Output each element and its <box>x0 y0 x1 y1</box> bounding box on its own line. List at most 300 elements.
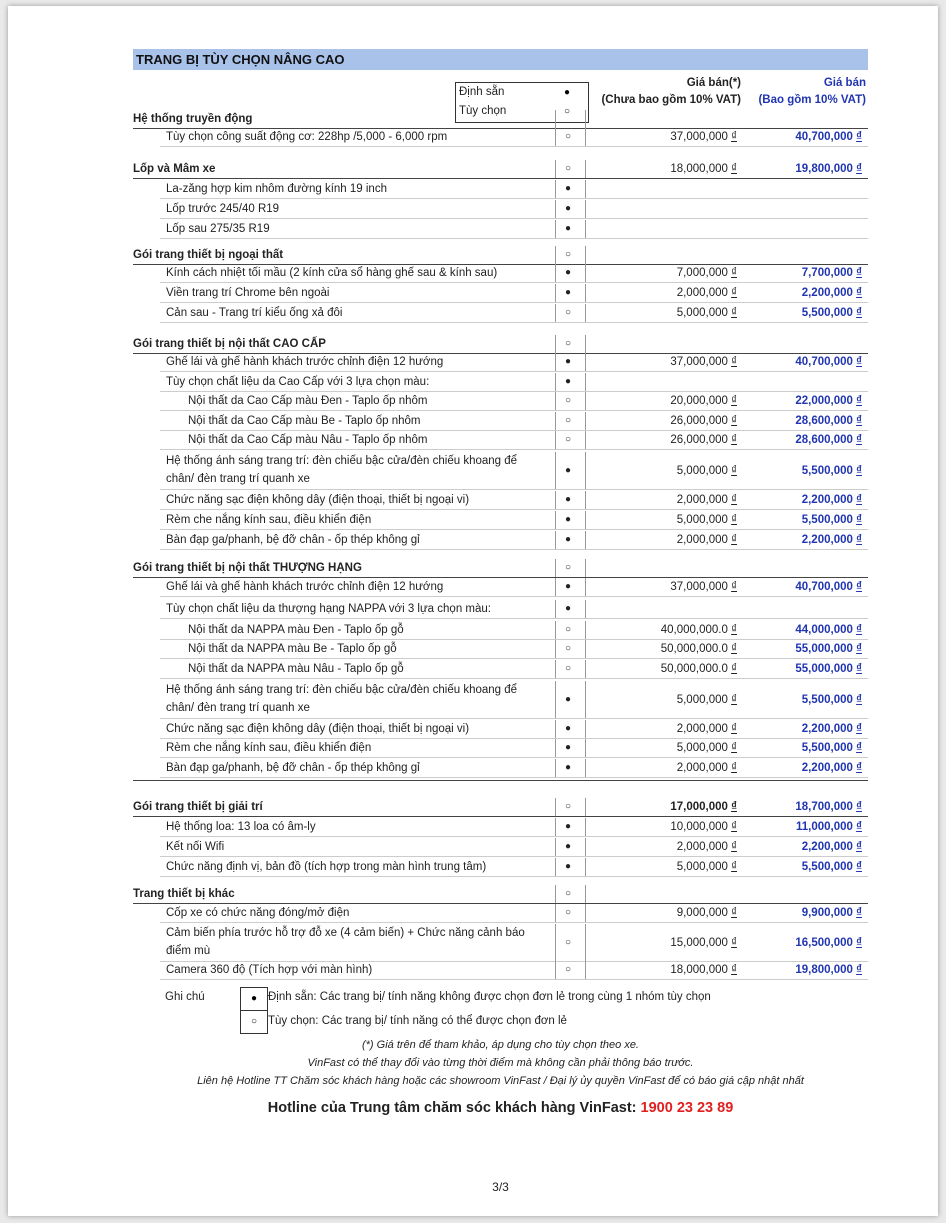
table-row <box>133 924 868 961</box>
price-value: 50,000,000.0 <box>660 663 728 675</box>
column-divider <box>555 838 556 856</box>
table-row <box>133 759 868 777</box>
column-divider <box>585 200 586 218</box>
note-standard-text: Định sẵn: Các trang bị/ tính năng không được chọn đơn lẻ trong cùng 1 nhóm tùy chọn <box>268 991 711 1003</box>
price-inc-vat <box>745 412 862 430</box>
currency-symbol: ₫ <box>731 742 737 754</box>
currency-symbol: ₫ <box>731 841 737 853</box>
price-inc-vat <box>745 934 862 952</box>
column-divider <box>555 412 556 430</box>
item-label <box>166 838 224 856</box>
column-divider <box>555 559 556 577</box>
item-label <box>166 600 491 618</box>
currency-symbol: ₫ <box>856 415 862 427</box>
column-divider <box>555 720 556 738</box>
empty-circle-icon: ○ <box>564 888 572 899</box>
column-divider <box>555 431 556 449</box>
column-divider <box>585 335 586 353</box>
currency-symbol: ₫ <box>856 964 862 976</box>
currency-symbol: ₫ <box>856 861 862 873</box>
filled-dot-icon: ● <box>564 183 572 194</box>
row-divider <box>160 836 868 837</box>
currency-symbol: ₫ <box>856 163 862 175</box>
price-value: 5,000,000 <box>676 861 728 873</box>
currency-symbol: ₫ <box>731 801 737 813</box>
column-divider <box>555 284 556 302</box>
price-inc-vat <box>745 739 862 757</box>
label-line: Bàn đạp ga/phanh, bệ đỡ chân - ốp thép không gỉ <box>166 534 420 546</box>
price-ex-vat <box>582 392 737 410</box>
currency-symbol: ₫ <box>856 494 862 506</box>
price-inc-vat <box>745 578 862 596</box>
price-ex-vat <box>582 720 737 738</box>
price-inc-vat <box>745 392 862 410</box>
price-value: 7,700,000 <box>801 267 853 279</box>
currency-symbol: ₫ <box>856 841 862 853</box>
price-ex-vat <box>582 858 737 876</box>
currency-symbol: ₫ <box>731 356 737 368</box>
item-label <box>166 681 517 717</box>
table-row <box>133 220 868 238</box>
column-divider <box>555 491 556 509</box>
currency-symbol: ₫ <box>856 514 862 526</box>
filled-dot-icon: ● <box>564 514 572 525</box>
column-divider <box>555 200 556 218</box>
label-line: Hệ thống truyền động <box>133 113 253 125</box>
price-value: 2,000,000 <box>676 762 728 774</box>
currency-symbol: ₫ <box>856 395 862 407</box>
empty-circle-icon: ○ <box>564 338 572 349</box>
price-value: 2,000,000 <box>676 494 728 506</box>
label-line: Lốp sau 275/35 R19 <box>166 223 270 235</box>
price-value: 2,200,000 <box>801 494 853 506</box>
price-inc-vat <box>745 858 862 876</box>
row-divider <box>133 816 868 817</box>
label-line: Kết nối Wifi <box>166 841 225 853</box>
item-label <box>166 180 387 198</box>
row-divider <box>160 979 868 980</box>
footnote: (*) Giá trên để tham khảo, áp dụng cho tùy chọn theo xe. <box>361 1039 639 1051</box>
label-line: Hệ thống loa: 13 loa có âm-ly <box>166 821 316 833</box>
column-divider <box>585 798 586 816</box>
price-value: 26,000,000 <box>670 434 728 446</box>
row-divider <box>160 757 868 758</box>
row-divider <box>160 618 868 619</box>
filled-dot-icon: ● <box>564 581 572 592</box>
price-value: 50,000,000.0 <box>660 643 728 655</box>
column-divider <box>585 759 586 777</box>
price-value: 5,500,000 <box>801 307 853 319</box>
label-line: Nội thất da NAPPA màu Nâu - Taplo ốp gỗ <box>188 663 404 675</box>
label-line: Chức năng định vị, bản đồ (tích hợp trong màn hình trung tâm) <box>166 861 487 873</box>
filled-dot-icon: ● <box>564 841 572 852</box>
column-divider <box>555 681 556 718</box>
price-value: 5,000,000 <box>676 464 728 477</box>
column-divider <box>585 511 586 529</box>
filled-dot-icon: ● <box>564 821 572 832</box>
column-divider <box>555 578 556 596</box>
item-label <box>166 511 371 529</box>
label-line: Nội thất da NAPPA màu Đen - Taplo ốp gỗ <box>188 624 404 636</box>
label-line: Cốp xe có chức năng đóng/mở điện <box>166 907 350 919</box>
column-divider <box>585 246 586 264</box>
row-divider <box>160 218 868 219</box>
label-line: Gói trang thiết bị ngoại thất <box>133 249 284 261</box>
empty-circle-icon: ○ <box>564 131 572 142</box>
table-row <box>133 264 868 282</box>
item-label <box>166 200 279 218</box>
item-label <box>188 640 397 658</box>
currency-symbol: ₫ <box>856 693 862 706</box>
currency-symbol: ₫ <box>731 643 737 655</box>
column-divider <box>555 885 556 903</box>
currency-symbol: ₫ <box>856 663 862 675</box>
column-divider <box>555 452 556 489</box>
section-header-row <box>133 110 868 128</box>
price-ex-vat <box>582 904 737 922</box>
empty-circle-icon: ○ <box>564 801 572 812</box>
price-inc-vat <box>745 353 862 371</box>
price-inc-vat <box>745 904 862 922</box>
price-value: 18,000,000 <box>670 163 728 175</box>
price-inc-vat-header <box>745 75 866 109</box>
filled-dot-icon: ● <box>564 223 572 234</box>
empty-circle-icon: ○ <box>564 307 572 318</box>
column-divider <box>555 180 556 198</box>
column-divider <box>585 431 586 449</box>
price-value: 16,500,000 <box>795 936 853 949</box>
price-ex-vat <box>582 739 737 757</box>
currency-symbol: ₫ <box>856 464 862 477</box>
column-divider <box>585 838 586 856</box>
item-label <box>166 578 443 596</box>
currency-symbol: ₫ <box>856 821 862 833</box>
price-inc-vat <box>745 660 862 678</box>
price-ex-vat <box>582 798 737 816</box>
column-divider <box>555 220 556 238</box>
table-row <box>133 412 868 430</box>
column-divider <box>585 284 586 302</box>
label-line: Tùy chọn chất liệu da Cao Cấp với 3 lựa chọn màu: <box>166 376 430 388</box>
row-divider <box>160 322 868 323</box>
price-inc-vat <box>745 640 862 658</box>
section-header-row <box>133 160 868 178</box>
price-value: 5,500,000 <box>801 514 853 526</box>
column-divider <box>555 128 556 146</box>
price-ex-vat <box>582 531 737 549</box>
label-line: Gói trang thiết bị giải trí <box>133 801 263 813</box>
filled-dot-icon: ● <box>564 87 571 98</box>
currency-symbol: ₫ <box>731 663 737 675</box>
column-divider <box>555 335 556 353</box>
price-value: 5,500,000 <box>801 693 853 706</box>
column-divider <box>555 621 556 639</box>
price-inc-vat <box>745 284 862 302</box>
column-divider <box>585 720 586 738</box>
price-value: 5,000,000 <box>676 742 728 754</box>
item-label <box>188 412 420 430</box>
table-row <box>133 640 868 658</box>
price-value: 2,200,000 <box>801 762 853 774</box>
label-line: Lốp trước 245/40 R19 <box>166 203 280 215</box>
column-divider <box>555 904 556 922</box>
footnote: Liên hệ Hotline TT Chăm sóc khách hàng hoặc các showroom VinFast / Đại lý ủy quyền VinFast để có báo giá cập nhật nhất <box>197 1075 804 1087</box>
label-line: Tùy chọn chất liệu da thượng hạng NAPPA với 3 lựa chọn màu: <box>166 603 491 615</box>
table-row <box>133 818 868 836</box>
currency-symbol: ₫ <box>731 762 737 774</box>
price-value: 20,000,000 <box>670 395 728 407</box>
filled-dot-icon: ● <box>564 494 572 505</box>
price-value: 15,000,000 <box>670 936 728 949</box>
item-label <box>166 961 372 979</box>
row-divider <box>160 198 868 199</box>
price-ex-vat <box>582 818 737 836</box>
item-label <box>166 284 329 302</box>
table-row <box>133 600 868 618</box>
item-label <box>166 759 420 777</box>
price-value: 2,000,000 <box>676 287 728 299</box>
item-label <box>188 392 428 410</box>
row-divider <box>160 238 868 239</box>
item-label <box>166 264 497 282</box>
price-inc-vat <box>745 818 862 836</box>
row-divider <box>160 509 868 510</box>
column-divider <box>555 759 556 777</box>
currency-symbol: ₫ <box>856 624 862 636</box>
price-value: 5,000,000 <box>676 307 728 319</box>
column-divider <box>555 246 556 264</box>
price-value: 28,600,000 <box>795 415 853 427</box>
price-value: 7,000,000 <box>676 267 728 279</box>
currency-symbol: ₫ <box>856 742 862 754</box>
price-value: 28,600,000 <box>795 434 853 446</box>
hotline-label: Hotline của Trung tâm chăm sóc khách hàng VinFast: <box>267 1100 637 1116</box>
row-divider <box>160 777 868 778</box>
price-value: 2,200,000 <box>801 287 853 299</box>
price-value: 37,000,000 <box>670 581 728 593</box>
column-divider <box>585 640 586 658</box>
item-label <box>166 904 349 922</box>
filled-dot-icon: ● <box>564 762 572 773</box>
row-divider <box>160 146 868 147</box>
label-line: Nội thất da Cao Cấp màu Nâu - Taplo ốp nhôm <box>188 434 428 446</box>
price-ex-vat <box>582 660 737 678</box>
column-divider <box>585 264 586 282</box>
label-line: Viền trang trí Chrome bên ngoài <box>166 287 330 299</box>
price-ex-vat <box>582 961 737 979</box>
item-label <box>166 491 469 509</box>
price-inc-vat <box>745 491 862 509</box>
empty-circle-icon: ○ <box>564 106 571 117</box>
row-divider <box>160 282 868 283</box>
row-divider <box>160 876 868 877</box>
filled-dot-icon: ● <box>564 356 572 367</box>
empty-circle-icon: ○ <box>564 907 572 918</box>
column-divider <box>555 640 556 658</box>
currency-symbol: ₫ <box>856 643 862 655</box>
column-divider <box>585 559 586 577</box>
column-divider <box>555 264 556 282</box>
label-line: Tùy chọn công suất động cơ: 228hp /5,000 - 6,000 rpm <box>166 131 448 143</box>
filled-dot-icon: ● <box>564 287 572 298</box>
price-value: 18,000,000 <box>670 964 728 976</box>
price-ex-vat <box>582 759 737 777</box>
item-label <box>166 220 270 238</box>
column-divider <box>555 160 556 178</box>
table-row <box>133 858 868 876</box>
column-divider <box>585 621 586 639</box>
currency-symbol: ₫ <box>731 821 737 833</box>
row-divider <box>160 489 868 490</box>
label-line: Rèm che nắng kính sau, điều khiển điện <box>166 514 372 526</box>
label-line: Rèm che nắng kính sau, điều khiển điện <box>166 742 372 754</box>
legend-standard-label: Định sẵn <box>459 86 505 98</box>
table-row <box>133 681 868 718</box>
price-inc-vat <box>745 759 862 777</box>
section-label <box>133 335 326 353</box>
empty-circle-icon: ○ <box>564 249 572 260</box>
table-row <box>133 578 868 596</box>
table-row <box>133 660 868 678</box>
section-title-bar <box>133 49 868 70</box>
price-ex-vat <box>582 462 737 480</box>
table-row <box>133 491 868 509</box>
price-inc-vat <box>745 431 862 449</box>
item-label <box>166 924 525 960</box>
empty-circle-icon: ○ <box>564 415 572 426</box>
currency-symbol: ₫ <box>731 936 737 949</box>
label-line: Hệ thống ánh sáng trang trí: đèn chiếu bậc cửa/đèn chiếu khoang để <box>166 455 518 467</box>
price-ex-vat <box>582 934 737 952</box>
price-inc-vat <box>745 304 862 322</box>
section-header-row <box>133 885 868 903</box>
column-divider <box>585 858 586 876</box>
section-header-row <box>133 246 868 264</box>
currency-symbol: ₫ <box>856 762 862 774</box>
column-divider <box>555 961 556 979</box>
filled-dot-icon: ● <box>564 861 572 872</box>
table-row <box>133 353 868 371</box>
section-label <box>133 885 235 903</box>
item-label <box>166 818 316 836</box>
notes-title: Ghi chú <box>165 991 205 1003</box>
currency-symbol: ₫ <box>856 307 862 319</box>
empty-circle-icon: ○ <box>564 964 572 975</box>
price-value: 26,000,000 <box>670 415 728 427</box>
empty-circle-icon: ○ <box>564 395 572 406</box>
label-line: Kính cách nhiệt tối mầu (2 kính cửa sổ hàng ghế sau & kính sau) <box>166 267 498 279</box>
row-divider <box>160 922 868 923</box>
column-divider <box>585 180 586 198</box>
column-divider <box>585 531 586 549</box>
price-value: 9,000,000 <box>676 907 728 919</box>
column-divider <box>585 600 586 618</box>
item-label <box>166 304 342 322</box>
item-label <box>188 431 428 449</box>
column-divider <box>585 353 586 371</box>
price-ex-vat <box>582 160 737 178</box>
label-line: Lốp và Mâm xe <box>133 163 216 175</box>
table-row <box>133 304 868 322</box>
item-label <box>166 720 469 738</box>
section-label <box>133 246 283 264</box>
label-line: Nội thất da Cao Cấp màu Be - Taplo ốp nhôm <box>188 415 421 427</box>
price-value: 5,000,000 <box>676 693 728 706</box>
table-row <box>133 739 868 757</box>
header-line: (Bao gồm 10% VAT) <box>758 94 866 106</box>
price-value: 55,000,000 <box>795 663 853 675</box>
filled-dot-icon: ● <box>564 267 572 278</box>
label-line: Gói trang thiết bị nội thất THƯỢNG HẠNG <box>133 562 362 574</box>
price-value: 5,500,000 <box>801 742 853 754</box>
section-header-row <box>133 335 868 353</box>
price-ex-vat <box>582 491 737 509</box>
label-line: điểm mù <box>166 945 211 957</box>
currency-symbol: ₫ <box>731 494 737 506</box>
price-inc-vat <box>745 961 862 979</box>
table-row <box>133 284 868 302</box>
column-divider <box>585 904 586 922</box>
column-divider <box>585 452 586 489</box>
column-divider <box>555 798 556 816</box>
currency-symbol: ₫ <box>731 534 737 546</box>
currency-symbol: ₫ <box>731 464 737 477</box>
column-divider <box>555 818 556 836</box>
column-divider <box>585 373 586 391</box>
section-label <box>133 798 263 816</box>
price-value: 2,200,000 <box>801 723 853 735</box>
column-divider <box>555 392 556 410</box>
price-inc-vat <box>745 798 862 816</box>
label-line: chân/ đèn trang trí quanh xe <box>166 473 310 485</box>
item-label <box>166 373 429 391</box>
currency-symbol: ₫ <box>731 581 737 593</box>
currency-symbol: ₫ <box>731 514 737 526</box>
filled-dot-icon: ● <box>564 464 572 476</box>
price-ex-vat <box>582 511 737 529</box>
table-row <box>133 838 868 856</box>
price-inc-vat <box>745 531 862 549</box>
section-label <box>133 559 362 577</box>
price-value: 2,200,000 <box>801 534 853 546</box>
price-inc-vat <box>745 462 862 480</box>
row-divider <box>160 549 868 550</box>
table-row <box>133 621 868 639</box>
empty-circle-icon: ○ <box>564 936 572 948</box>
item-label <box>166 858 486 876</box>
price-inc-vat <box>745 160 862 178</box>
currency-symbol: ₫ <box>731 287 737 299</box>
column-divider <box>555 511 556 529</box>
filled-dot-icon: ● <box>564 693 572 705</box>
price-value: 22,000,000 <box>795 395 853 407</box>
filled-dot-icon: ● <box>564 534 572 545</box>
column-divider <box>585 110 586 128</box>
currency-symbol: ₫ <box>731 395 737 407</box>
row-divider <box>160 449 868 450</box>
price-value: 5,500,000 <box>801 861 853 873</box>
currency-symbol: ₫ <box>731 267 737 279</box>
price-ex-vat <box>582 431 737 449</box>
section-label <box>133 160 215 178</box>
currency-symbol: ₫ <box>856 287 862 299</box>
column-divider <box>585 578 586 596</box>
row-divider <box>160 596 868 597</box>
currency-symbol: ₫ <box>731 861 737 873</box>
hotline-number[interactable]: 1900 23 23 89 <box>640 1100 734 1116</box>
currency-symbol: ₫ <box>731 907 737 919</box>
price-value: 37,000,000 <box>670 131 728 143</box>
